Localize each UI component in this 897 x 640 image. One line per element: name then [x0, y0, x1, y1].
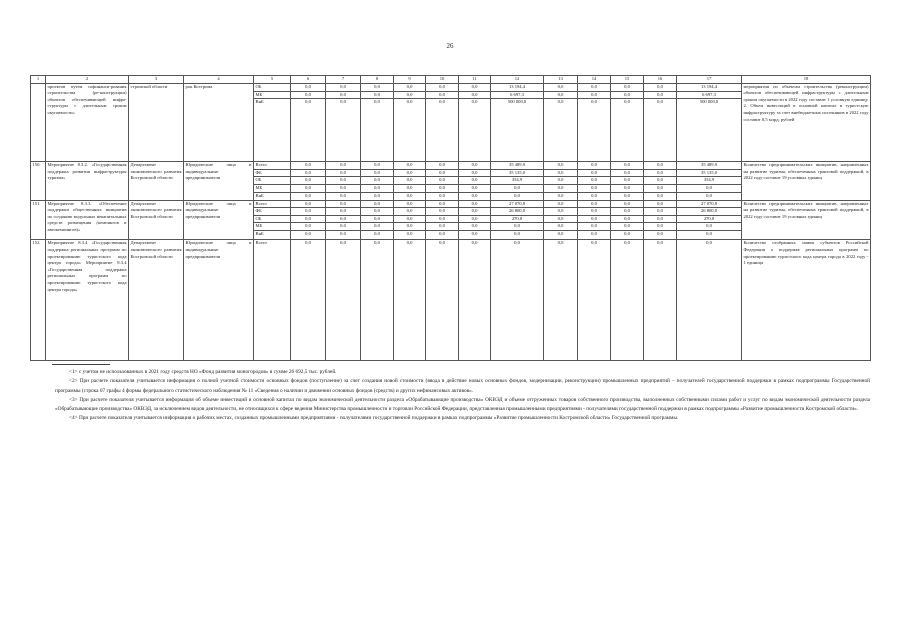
recipient: Юридические лица и индивидуальные предприниматели [184, 200, 254, 240]
column-number: 3 [129, 76, 184, 84]
funding-value: 0,0 [326, 223, 361, 231]
funding-value: 0,0 [326, 83, 361, 91]
funding-value: 35 135,0 [491, 169, 544, 177]
funding-value: 0,0 [394, 223, 426, 231]
funding-value: 0,0 [361, 208, 394, 216]
funding-value: 0,0 [544, 177, 578, 185]
funding-value: 0,0 [611, 240, 644, 361]
funding-value: 0,0 [394, 162, 426, 170]
footnote-separator [52, 364, 110, 365]
header-row [31, 76, 871, 84]
funding-value: 0,0 [578, 215, 611, 223]
funding-value: 0,0 [291, 208, 326, 216]
funding-value: 500 000,0 [491, 99, 544, 162]
column-number: 17 [677, 76, 742, 84]
column-number: 2 [46, 76, 129, 84]
funding-source: Всего [254, 200, 291, 208]
funding-value: 0,0 [426, 184, 459, 192]
funding-value: 0,0 [291, 99, 326, 162]
funding-value: 0,0 [426, 200, 459, 208]
funding-value: 0,0 [491, 231, 544, 240]
funding-value: 0,0 [326, 91, 361, 99]
funding-value: 0,0 [578, 184, 611, 192]
activity-number: 151. [31, 200, 46, 240]
funding-value: 0,0 [544, 184, 578, 192]
funding-value: 0,0 [611, 200, 644, 208]
activity-name: Мероприятие 8.3.3. «Обеспечение поддержки общественных инициатив по созданию модульных некапитальных средств размещения (кемпингов и автокемпингов)» [46, 200, 129, 240]
activity-number: 150. [31, 162, 46, 200]
funding-value: 0,0 [611, 231, 644, 240]
funding-value: 0,0 [578, 192, 611, 200]
footnote: <4> При расчете показателя учитывается информация о рабочих местах, созданных промышленными предприятиями - получателями государственной поддержки в рамках подпрограммы «Развитие промышленности Костромской области» Государственной программы. [69, 415, 679, 422]
funding-value: 0,0 [291, 215, 326, 223]
funding-value: 0,0 [611, 192, 644, 200]
funding-value: 0,0 [326, 192, 361, 200]
funding-value: 0,0 [459, 192, 491, 200]
funding-value: 0,0 [644, 83, 677, 91]
funding-value: 0,0 [361, 177, 394, 185]
column-number: 4 [184, 76, 254, 84]
funding-value: 0,0 [644, 231, 677, 240]
funding-value: 0,0 [459, 99, 491, 162]
funding-value: 0,0 [459, 208, 491, 216]
funding-value: 0,0 [426, 91, 459, 99]
funding-source: ОБ [254, 177, 291, 185]
footnotes [55, 368, 870, 424]
expected-result: Количество предпринимательских инициатив, направленных на развитие туризма, обеспеченных грантовой поддержкой, в 2022 году составит 19 условных единиц [742, 162, 871, 200]
funding-value: 0,0 [611, 169, 644, 177]
funding-value: 0,0 [426, 192, 459, 200]
funding-source: МБ [254, 223, 291, 231]
funding-value: 0,0 [578, 240, 611, 361]
funding-value: 0,0 [291, 200, 326, 208]
funding-value: 0,0 [291, 240, 326, 361]
funding-value: 0,0 [644, 192, 677, 200]
funding-value: 0,0 [644, 240, 677, 361]
funding-value: 270,8 [491, 215, 544, 223]
funding-value: 0,0 [394, 231, 426, 240]
footnote: <1> с учетом не использованных в 2021 году средств НО «Фонд развития моногородов» в сумме 26 692,5 тыс. рублей. [69, 369, 337, 375]
funding-value: 26 800,0 [677, 208, 742, 216]
activity-number [31, 83, 46, 162]
funding-value: 0,0 [611, 99, 644, 162]
column-number: 9 [394, 76, 426, 84]
column-number: 16 [644, 76, 677, 84]
funding-value: 0,0 [394, 215, 426, 223]
expected-result: Количество отобранных заявок субъектов Российской Федерации о поддержке региональных программ по проектированию туристского кода центра города в 2022 году - 1 единица [742, 240, 871, 361]
funding-value: 0,0 [611, 177, 644, 185]
funding-value: 0,0 [326, 169, 361, 177]
funding-value: 0,0 [578, 162, 611, 170]
funding-source: ВнБ [254, 99, 291, 162]
funding-value: 0,0 [544, 208, 578, 216]
expected-result: Количество предпринимательских инициатив, направленных на развитие туризма, обеспеченных грантовой поддержкой, в 2022 году составит 19 условных единиц [742, 200, 871, 240]
activity-name: проектов путем софинанси-рования строительства (ре-конструкции) объектов обеспечивающей инфра-структуры с длительным сроком окупаемости» [46, 83, 129, 162]
funding-value: 0,0 [544, 215, 578, 223]
funding-value: 0,0 [426, 215, 459, 223]
funding-value: 0,0 [644, 208, 677, 216]
activity-name: Мероприятие 8.3.2. «Государственная поддержка развития инфраструктуры туризма» [46, 162, 129, 200]
funding-value: 0,0 [677, 231, 742, 240]
funding-value: 0,0 [361, 184, 394, 192]
activity-name: Мероприятие 8.3.4 «Государственная поддержка региональных программ по проектированию туристского кода центра города» Мероприятие 8.3.4 «Государственная поддержка региональных программ по проектированию туристского кода центра города» [46, 240, 129, 361]
funding-value: 0,0 [644, 91, 677, 99]
funding-source: ФБ [254, 208, 291, 216]
funding-value: 0,0 [459, 177, 491, 185]
funding-source: МБ [254, 184, 291, 192]
funding-value: 0,0 [326, 215, 361, 223]
funding-value: 0,0 [291, 162, 326, 170]
funding-value: 0,0 [361, 231, 394, 240]
funding-value: 0,0 [544, 162, 578, 170]
funding-source: ВнБ [254, 231, 291, 240]
funding-value: 0,0 [361, 200, 394, 208]
funding-value: 354,9 [677, 177, 742, 185]
funding-source: ОБ [254, 215, 291, 223]
funding-value: 0,0 [426, 169, 459, 177]
funding-value: 0,0 [361, 99, 394, 162]
funding-source: ФБ [254, 169, 291, 177]
funding-value: 0,0 [491, 223, 544, 231]
funding-value: 0,0 [544, 231, 578, 240]
funding-value: 13 194,4 [491, 83, 544, 91]
column-number: 18 [742, 76, 871, 84]
funding-value: 0,0 [677, 192, 742, 200]
funding-value: 35 489,9 [491, 162, 544, 170]
funding-value: 6 697,3 [491, 91, 544, 99]
funding-value: 0,0 [459, 169, 491, 177]
funding-source: Всего [254, 162, 291, 170]
funding-value: 0,0 [459, 215, 491, 223]
funding-value: 0,0 [544, 99, 578, 162]
column-number: 14 [578, 76, 611, 84]
funding-value: 0,0 [394, 177, 426, 185]
funding-value: 0,0 [291, 177, 326, 185]
funding-value: 0,0 [394, 208, 426, 216]
column-number: 10 [426, 76, 459, 84]
recipient: Юридические лица и индивидуальные предприниматели [184, 162, 254, 200]
funding-value: 0,0 [611, 215, 644, 223]
column-number: 8 [361, 76, 394, 84]
funding-value: 0,0 [544, 83, 578, 91]
funding-source: МБ [254, 91, 291, 99]
funding-value: 0,0 [459, 83, 491, 91]
responsible-executor: Департамент экономического развития Костромской области [129, 162, 184, 200]
funding-value: 0,0 [578, 200, 611, 208]
funding-value: 0,0 [578, 223, 611, 231]
funding-value: 0,0 [361, 240, 394, 361]
funding-value: 0,0 [326, 240, 361, 361]
program-activities-table [30, 75, 871, 361]
expected-result: мероприятия по объектам строительства (реконструкции) объектов обеспечивающей инфраструктуры с длительным сроком окупаемости в 2022 году составит 1 условную единицу. 2. Объем инвестиций в основной капитал в туристскую инфраструктуру за счет внебюджетных источников в 2022 году составит 0,5 млрд. рублей [742, 83, 871, 162]
funding-value: 0,0 [544, 240, 578, 361]
funding-value: 0,0 [394, 200, 426, 208]
table-row [31, 200, 871, 208]
funding-value: 0,0 [544, 169, 578, 177]
funding-value: 0,0 [394, 184, 426, 192]
funding-value: 0,0 [326, 99, 361, 162]
table-row [31, 240, 871, 361]
funding-value: 0,0 [291, 91, 326, 99]
funding-value: 0,0 [677, 223, 742, 231]
funding-value: 0,0 [326, 208, 361, 216]
column-number: 6 [291, 76, 326, 84]
funding-value: 0,0 [611, 83, 644, 91]
responsible-executor: Департамент экономического развития Костромской области [129, 200, 184, 240]
funding-value: 0,0 [426, 240, 459, 361]
funding-value: 0,0 [291, 223, 326, 231]
funding-value: 0,0 [394, 192, 426, 200]
funding-source: Всего [254, 240, 291, 361]
funding-value: 0,0 [361, 83, 394, 91]
funding-value: 0,0 [578, 231, 611, 240]
recipient: Юридические лица и индивидуальные предприниматели [184, 240, 254, 361]
column-number: 7 [326, 76, 361, 84]
funding-value: 0,0 [459, 162, 491, 170]
funding-value: 0,0 [544, 223, 578, 231]
funding-value: 0,0 [394, 240, 426, 361]
funding-value: 0,0 [644, 177, 677, 185]
funding-value: 354,9 [491, 177, 544, 185]
funding-value: 0,0 [644, 169, 677, 177]
funding-value: 13 194,4 [677, 83, 742, 91]
footnote: <2> При расчете показателя учитывается информация о полной учетной стоимости основных фондов (поступление) за счет создания новой стоимости (ввода в действие новых основных фондов, модернизации, реконструкции) промышленных предприятий – получателей государственной поддержки в рамках подпрограммы Государственной программы (строка 07 графы 4 формы федерального статистического наблюдения № 11 «Сведения о наличии и движении основных фондов (средств) и других нефинансовых активов». [55, 378, 870, 394]
funding-value: 270,8 [677, 215, 742, 223]
funding-value: 0,0 [544, 192, 578, 200]
funding-value: 0,0 [578, 99, 611, 162]
funding-source: ВнБ [254, 192, 291, 200]
funding-value: 0,0 [326, 162, 361, 170]
funding-value: 0,0 [544, 200, 578, 208]
funding-value: 0,0 [426, 162, 459, 170]
responsible-executor: Департамент экономического развития Костромской области [129, 240, 184, 361]
funding-value: 0,0 [426, 223, 459, 231]
funding-value: 27 070,8 [677, 200, 742, 208]
funding-value: 0,0 [611, 208, 644, 216]
table-row [31, 162, 871, 170]
funding-value: 0,0 [426, 83, 459, 91]
funding-value: 0,0 [677, 240, 742, 361]
funding-value: 0,0 [291, 192, 326, 200]
funding-source: ОБ [254, 83, 291, 91]
funding-value: 0,0 [361, 91, 394, 99]
funding-value: 0,0 [361, 215, 394, 223]
funding-value: 0,0 [361, 223, 394, 231]
funding-value: 0,0 [578, 169, 611, 177]
funding-value: 0,0 [491, 192, 544, 200]
funding-value: 0,0 [426, 231, 459, 240]
responsible-executor: стромской области [129, 83, 184, 162]
funding-value: 0,0 [291, 83, 326, 91]
funding-value: 0,0 [326, 177, 361, 185]
funding-value: 0,0 [578, 91, 611, 99]
funding-value: 0,0 [578, 177, 611, 185]
column-number: 11 [459, 76, 491, 84]
funding-value: 0,0 [394, 169, 426, 177]
funding-value: 0,0 [491, 184, 544, 192]
funding-value: 0,0 [459, 240, 491, 361]
funding-value: 0,0 [426, 99, 459, 162]
funding-value: 0,0 [426, 208, 459, 216]
funding-value: 0,0 [578, 83, 611, 91]
funding-value: 0,0 [459, 223, 491, 231]
column-number: 1 [31, 76, 46, 84]
funding-value: 0,0 [361, 192, 394, 200]
column-number: 15 [611, 76, 644, 84]
funding-value: 0,0 [394, 91, 426, 99]
column-number: 12 [491, 76, 544, 84]
funding-value: 0,0 [361, 169, 394, 177]
funding-value: 0,0 [426, 177, 459, 185]
funding-value: 0,0 [544, 91, 578, 99]
funding-value: 0,0 [459, 231, 491, 240]
column-number: 13 [544, 76, 578, 84]
footnote: <3> При расчете показателя учитывается информация об объеме инвестиций в основной капитал по видам экономической деятельности раздела «Обрабатывающие производства» ОКВЭД и объеме отгруженных товаров собственного производства, выполненных собственными силами работ и услуг по видам экономической деятельности раздела «Обрабатывающие производства» ОКВЭД, за исключением видов деятельности, не относящихся к сфере ведения Министерства промышленности и торговли Российской Федерации, представленная промышленными предприятиями - получателями государственной поддержки в рамках подпрограммы «Развитие промышленности Костромской области». [55, 396, 870, 413]
funding-value: 35 135,0 [677, 169, 742, 177]
funding-value: 0,0 [291, 184, 326, 192]
table-row [31, 83, 871, 91]
funding-value: 0,0 [644, 99, 677, 162]
funding-value: 0,0 [326, 231, 361, 240]
activity-number: 152. [31, 240, 46, 361]
funding-value: 26 800,0 [491, 208, 544, 216]
funding-value: 0,0 [644, 223, 677, 231]
funding-value: 0,0 [611, 184, 644, 192]
funding-value: 0,0 [491, 240, 544, 361]
funding-value: 0,0 [459, 91, 491, 99]
funding-value: 0,0 [291, 231, 326, 240]
funding-value: 0,0 [326, 184, 361, 192]
funding-value: 0,0 [644, 162, 677, 170]
funding-value: 0,0 [611, 162, 644, 170]
funding-value: 0,0 [644, 200, 677, 208]
funding-value: 0,0 [291, 169, 326, 177]
funding-value: 27 070,8 [491, 200, 544, 208]
funding-value: 0,0 [459, 200, 491, 208]
page-number: 26 [446, 42, 454, 50]
funding-value: 500 000,0 [677, 99, 742, 162]
funding-value: 0,0 [611, 223, 644, 231]
column-number: 5 [254, 76, 291, 84]
funding-value: 0,0 [578, 208, 611, 216]
funding-value: 0,0 [459, 184, 491, 192]
funding-value: 0,0 [644, 184, 677, 192]
funding-value: 35 489,9 [677, 162, 742, 170]
funding-value: 6 697,3 [677, 91, 742, 99]
funding-value: 0,0 [611, 91, 644, 99]
funding-value: 0,0 [644, 215, 677, 223]
recipient: рок Кострома [184, 83, 254, 162]
funding-value: 0,0 [361, 162, 394, 170]
funding-value: 0,0 [394, 99, 426, 162]
funding-value: 0,0 [394, 83, 426, 91]
funding-value: 0,0 [677, 184, 742, 192]
funding-value: 0,0 [326, 200, 361, 208]
